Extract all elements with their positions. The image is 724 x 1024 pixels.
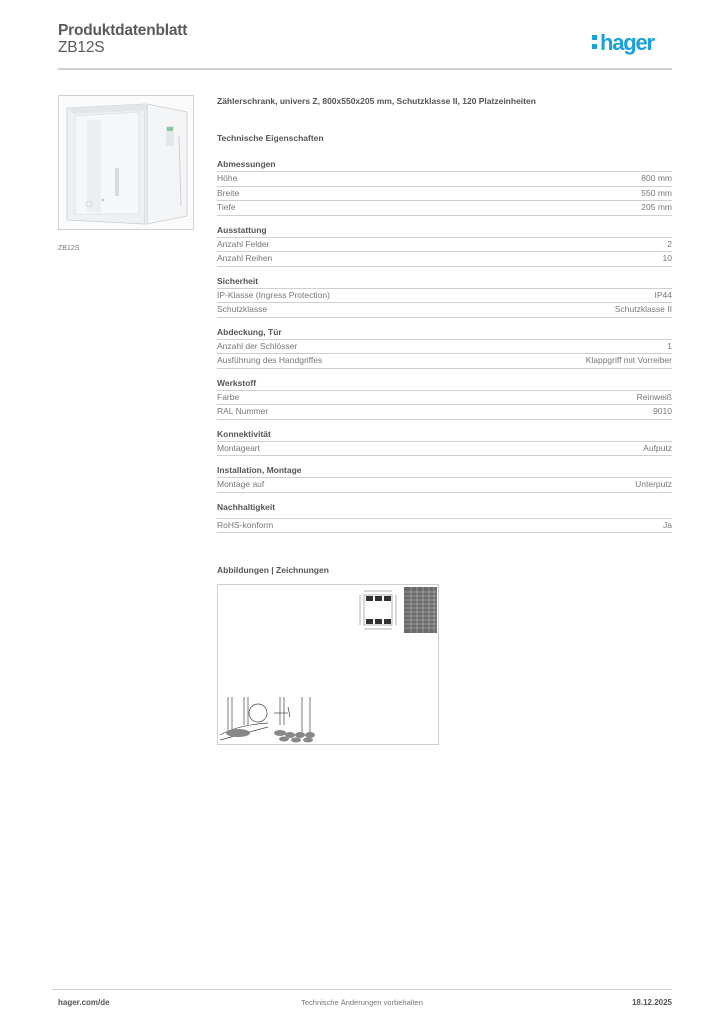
logo-colon-icon xyxy=(592,36,599,50)
spec-label: Breite xyxy=(217,187,240,198)
spec-label: Montageart xyxy=(217,442,260,453)
spec-value: Reinweiß xyxy=(636,391,672,402)
footer-website-link[interactable]: hager.com/de xyxy=(58,998,110,1007)
spec-row xyxy=(217,391,672,406)
spec-row xyxy=(217,519,672,534)
spec-row xyxy=(217,303,672,318)
footer-divider xyxy=(52,989,672,990)
spec-group-title: Ausstattung xyxy=(217,225,672,238)
spec-group-title: Abmessungen xyxy=(217,159,672,172)
spec-row xyxy=(217,340,672,355)
page-title: Produktdatenblatt xyxy=(58,22,188,39)
spec-row xyxy=(217,405,672,420)
spec-label: Ausführung des Handgriffes xyxy=(217,355,323,365)
header-divider xyxy=(58,68,672,70)
spec-group-connectivity xyxy=(217,429,672,457)
spec-panel xyxy=(217,96,672,542)
spec-value: Klappgriff mit Vorreiber xyxy=(585,355,672,365)
cabinet-illustration-icon xyxy=(59,96,194,230)
footer-disclaimer: Technische Änderungen vorbehalten xyxy=(301,998,423,1007)
spec-value: 10 xyxy=(662,253,672,263)
spec-value: Ja xyxy=(663,519,672,530)
drawings-heading: Abbildungen | Zeichnungen xyxy=(217,565,329,575)
spec-group-material xyxy=(217,378,672,420)
spec-row xyxy=(217,354,672,369)
spec-label: Schutzklasse xyxy=(217,304,268,314)
spec-group-title: Konnektivität xyxy=(217,429,672,442)
spec-group-equipment xyxy=(217,225,672,267)
spec-value: 800 mm xyxy=(641,173,672,183)
spec-label: Tiefe xyxy=(217,202,236,212)
spec-group-title: Sicherheit xyxy=(217,276,672,289)
spec-label: Höhe xyxy=(217,173,238,183)
spec-group-title: Werkstoff xyxy=(217,378,672,391)
spec-group-sustainability xyxy=(217,502,672,534)
spec-label: RoHS-konform xyxy=(217,519,274,530)
spec-group-title: Installation, Montage xyxy=(217,465,672,478)
spec-value: 550 mm xyxy=(641,187,672,198)
spec-group-title: Abdeckung, Tür xyxy=(217,327,672,340)
spec-value: Aufputz xyxy=(643,442,672,453)
product-image xyxy=(58,95,194,230)
spec-value: 205 mm xyxy=(641,202,672,212)
spec-group-installation xyxy=(217,465,672,493)
spec-value: Schutzklasse II xyxy=(614,304,672,314)
spec-value: Unterputz xyxy=(635,479,672,489)
drawings-panel xyxy=(217,584,439,745)
spec-row xyxy=(217,238,672,253)
spec-label: Anzahl der Schlösser xyxy=(217,340,298,351)
spec-row xyxy=(217,172,672,187)
spec-row xyxy=(217,478,672,493)
product-image-caption: ZB12S xyxy=(58,245,80,252)
logo-text: hager xyxy=(600,30,654,55)
spec-value: 1 xyxy=(667,340,672,351)
spec-group-cover-door xyxy=(217,327,672,369)
spec-row xyxy=(217,289,672,304)
footer-date: 18.12.2025 xyxy=(631,998,672,1007)
spec-label: IP-Klasse (Ingress Protection) xyxy=(217,289,330,300)
spec-value: 2 xyxy=(667,238,672,249)
product-code: ZB12S xyxy=(58,39,105,56)
spec-label: Farbe xyxy=(217,391,240,402)
spec-label: Montage auf xyxy=(217,479,265,489)
spec-group-dimensions xyxy=(217,159,672,216)
spec-row xyxy=(217,201,672,216)
technical-drawing-icon xyxy=(218,585,437,743)
spec-row xyxy=(217,187,672,202)
spec-value: IP44 xyxy=(654,289,672,300)
spec-group-safety xyxy=(217,276,672,318)
spec-value: 9010 xyxy=(653,406,672,416)
product-description: Zählerschrank, univers Z, 800x550x205 mm, Schutzklasse II, 120 Platzeinheiten xyxy=(217,96,536,106)
section-heading-technical: Technische Eigenschaften xyxy=(217,133,324,143)
spec-group-title: Nachhaltigkeit xyxy=(217,502,672,519)
spec-row xyxy=(217,252,672,267)
spec-label: Anzahl Felder xyxy=(217,238,270,249)
spec-row xyxy=(217,442,672,457)
spec-label: RAL Nummer xyxy=(217,406,269,416)
spec-label: Anzahl Reihen xyxy=(217,253,273,263)
hager-logo xyxy=(592,30,654,56)
